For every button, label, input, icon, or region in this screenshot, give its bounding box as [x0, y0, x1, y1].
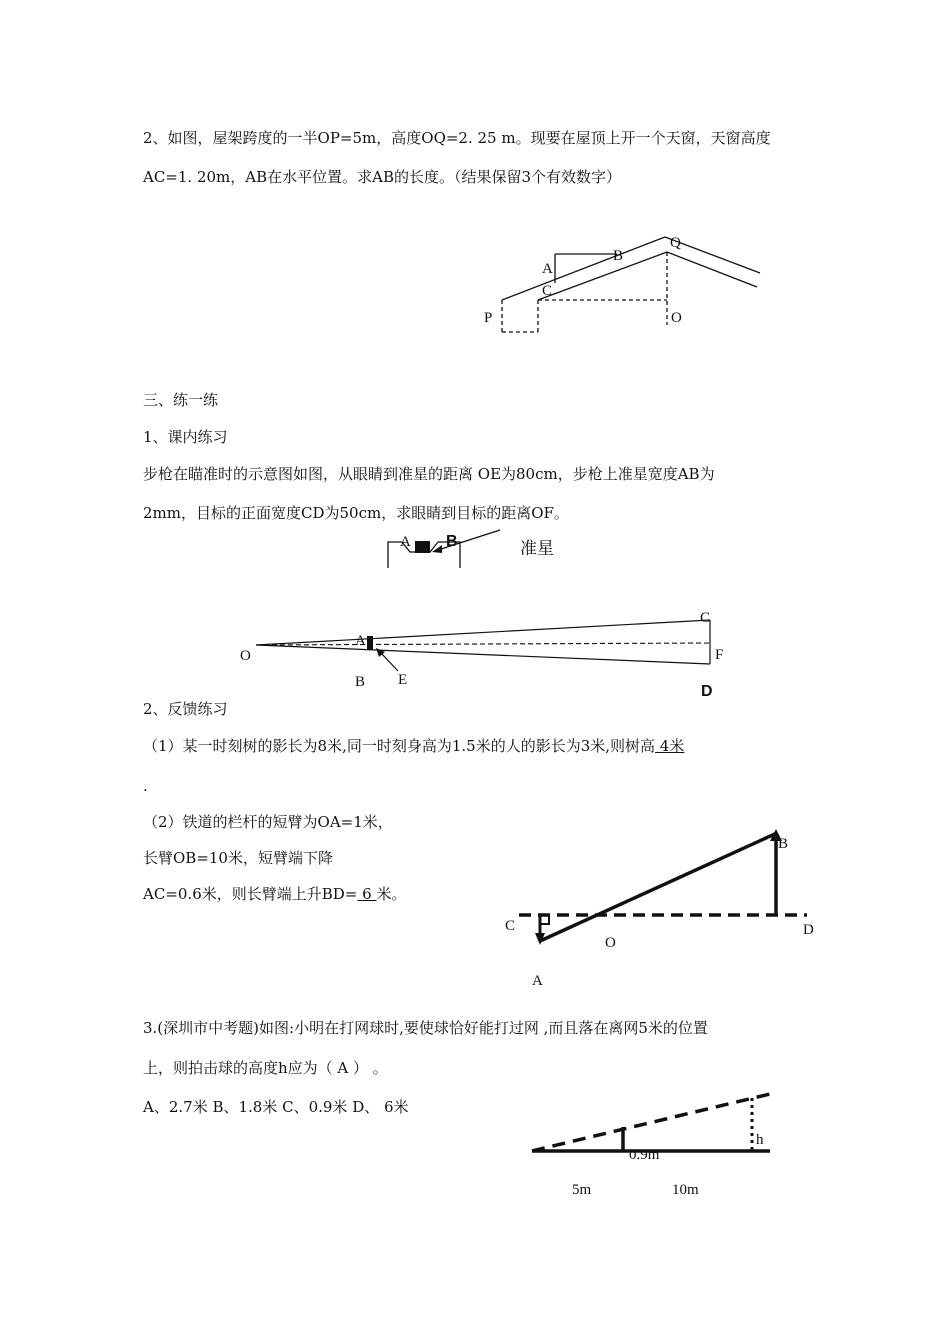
tennis-distance-5m: 5m	[572, 1182, 592, 1198]
tennis-problem-line-2: 上，则拍击球的高度h应为（ A ） 。	[143, 1059, 388, 1077]
roof-label-c: C	[542, 283, 553, 299]
lever-figure	[495, 825, 825, 995]
sight-label-a: A	[400, 534, 411, 550]
feedback-question-2-line-1: （2）铁道的栏杆的短臂为OA=1米，	[143, 813, 393, 831]
rifle-label-a: A	[355, 633, 366, 649]
feedback-question-1-answer: 4米	[655, 737, 685, 755]
roof-label-a: A	[542, 261, 553, 277]
feedback-question-2-line-2: 长臂OB=10米，短臂端下降	[143, 849, 333, 867]
roof-label-q: Q	[670, 235, 681, 251]
rifle-label-c: C	[700, 610, 711, 626]
tennis-problem-line-1: 3.(深圳市中考题)如图:小明在打网球时,要使球恰好能打过网 ,而且落在离网5米的位置	[143, 1019, 708, 1037]
lever-label-d: D	[803, 922, 814, 938]
lever-label-c: C	[505, 918, 516, 934]
tennis-figure	[520, 1085, 780, 1205]
tennis-net-label: 0.9m	[629, 1147, 660, 1163]
lever-label-b: B	[778, 836, 789, 852]
roof-label-b: B	[613, 248, 624, 264]
roof-problem-line-2: AC=1. 20m，AB在水平位置。求AB的长度。（结果保留3个有效数字）	[143, 168, 622, 186]
rifle-aiming-figure	[230, 605, 740, 705]
rifle-label-e: E	[398, 672, 408, 688]
tennis-distance-10m: 10m	[672, 1182, 699, 1198]
rifle-label-f: F	[715, 647, 724, 663]
rifle-label-b: B	[355, 674, 366, 690]
feedback-question-1-text: （1）某一时刻树的影长为8米,同一时刻身高为1.5米的人的影长为3米,则树高	[143, 737, 656, 755]
rifle-label-d: D	[701, 683, 713, 700]
sight-label-b: B	[446, 533, 458, 550]
feedback-question-2-line-3	[143, 884, 406, 904]
roof-problem-line-1: 2、如图，屋架跨度的一半OP=5m，高度OQ=2. 25 m。现要在屋顶上开一个天窗，天窗高度	[143, 129, 771, 147]
rifle-problem-line-2: 2mm，目标的正面宽度CD为50cm，求眼睛到目标的距离OF。	[143, 504, 569, 522]
practice-heading: 三、练一练	[143, 391, 219, 409]
tennis-options: A、2.7米 B、1.8米 C、0.9米 D、 6米	[143, 1098, 409, 1116]
rifle-problem-line-1: 步枪在瞄准时的示意图如图，从眼睛到准星的距离 OE为80cm，步枪上准星宽度AB为	[143, 465, 715, 483]
roof-figure	[470, 225, 770, 345]
feedback-question-2-text: AC=0.6米，则长臂端上升BD=	[143, 885, 358, 903]
feedback-question-2-unit: 米。	[376, 885, 407, 903]
lever-label-o: O	[605, 935, 616, 951]
rifle-label-o: O	[240, 648, 251, 664]
sight-caption: 准星	[520, 539, 554, 559]
feedback-question-1-period: .	[143, 777, 148, 795]
feedback-heading: 2、反馈练习	[143, 700, 228, 718]
roof-label-o: O	[671, 310, 682, 326]
tennis-h-label: h	[756, 1132, 764, 1148]
feedback-question-1	[143, 736, 684, 756]
feedback-question-2-answer: 6	[357, 885, 377, 903]
practice-subheading: 1、课内练习	[143, 428, 228, 446]
lever-label-a: A	[532, 973, 543, 989]
front-sight-figure	[380, 528, 580, 572]
roof-label-p: P	[484, 310, 493, 326]
